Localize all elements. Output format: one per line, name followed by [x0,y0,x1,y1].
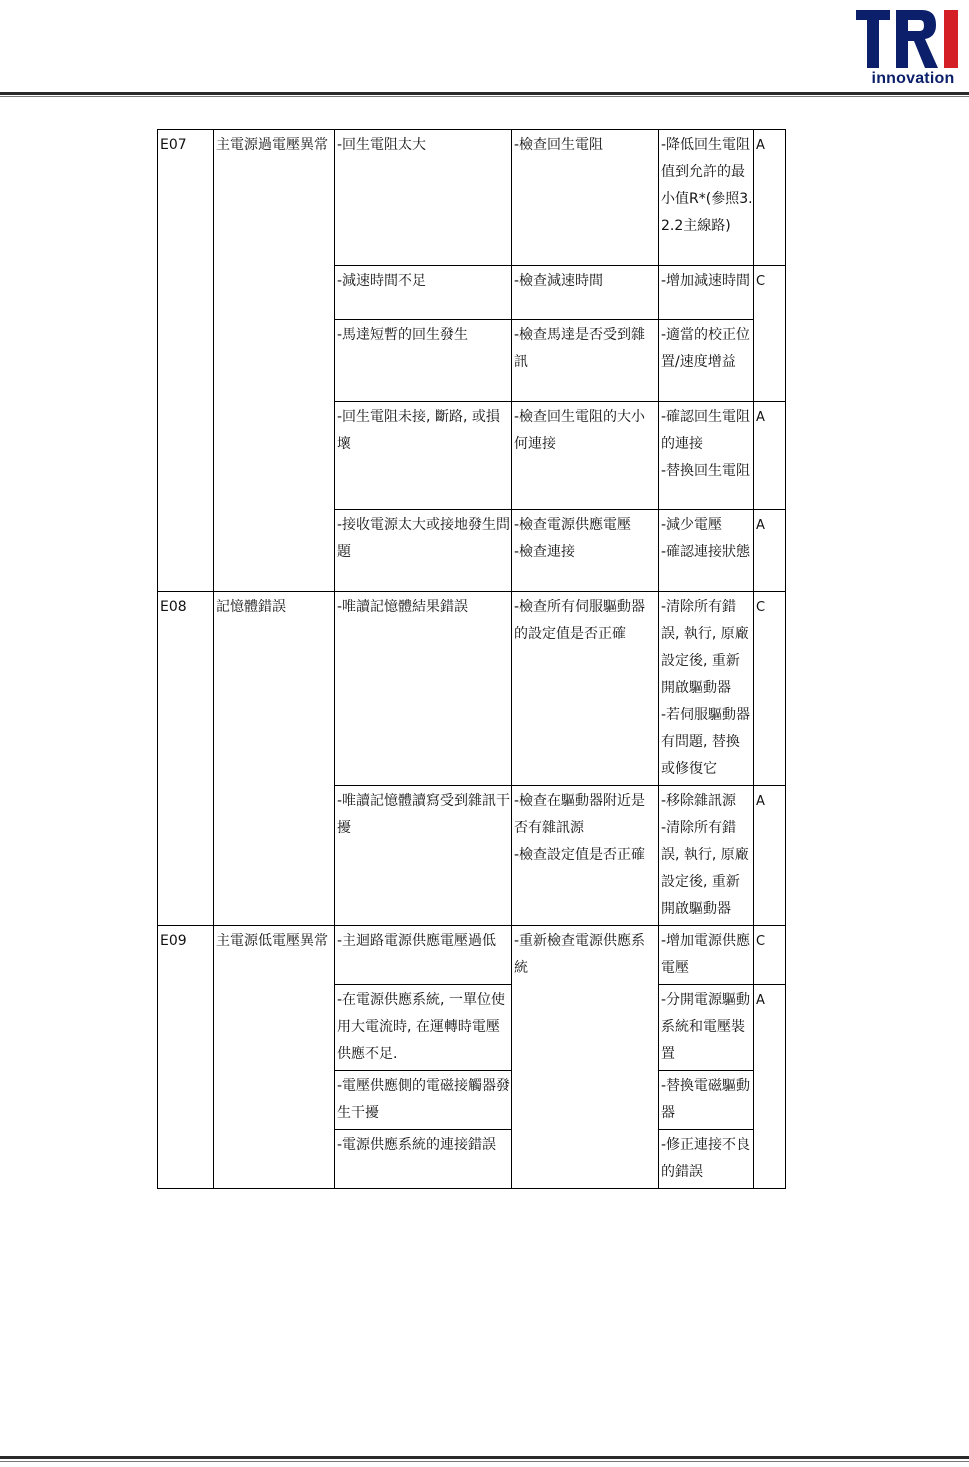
cause-cell: -在電源供應系統, 一單位使用大電流時, 在運轉時電壓供應不足. [335,985,512,1071]
logo-subtext: innovation [871,70,955,87]
table-row [158,926,786,985]
action-cell: -分開電源驅動系統和電壓裝置 [659,985,754,1071]
level-cell: A [754,786,786,926]
table-row [158,592,786,786]
level-cell: A [754,130,786,266]
cause-cell: -主迴路電源供應電壓過低 [335,926,512,985]
check-cell: -檢查減速時間 [512,266,659,320]
footer-rule-thin [0,1461,969,1462]
action-cell: -增加電源供應電壓 [659,926,754,985]
check-cell: -檢查回生電阻 [512,130,659,266]
cause-cell: -電源供應系統的連接錯誤 [335,1130,512,1189]
check-cell: -檢查回生電阻的大小何連接 [512,402,659,510]
level-cell: C [754,592,786,786]
action-cell: -替換電磁驅動器 [659,1071,754,1130]
error-code: E07 [158,130,214,592]
error-code: E09 [158,926,214,1189]
check-cell: -檢查在驅動器附近是否有雜訊源 -檢查設定值是否正確 [512,786,659,926]
error-code: E08 [158,592,214,926]
action-cell: -減少電壓 -確認連接狀態 [659,510,754,592]
level-cell: A [754,985,786,1189]
check-cell: -檢查所有伺服驅動器的設定值是否正確 [512,592,659,786]
header-rule [0,92,969,95]
cause-cell: -唯讀記憶體結果錯誤 [335,592,512,786]
level-cell: C [754,266,786,402]
cause-cell: -唯讀記憶體讀寫受到雜訊干擾 [335,786,512,926]
level-cell: A [754,510,786,592]
cause-cell: -減速時間不足 [335,266,512,320]
cause-cell: -接收電源太大或接地發生問題 [335,510,512,592]
cause-cell: -電壓供應側的電磁接觸器發生干擾 [335,1071,512,1130]
level-cell: A [754,402,786,510]
check-cell: -檢查馬達是否受到雜訊 [512,320,659,402]
check-cell: -檢查電源供應電壓 -檢查連接 [512,510,659,592]
cause-cell: -馬達短暫的回生發生 [335,320,512,402]
check-cell: -重新檢查電源供應系統 [512,926,659,1189]
action-cell: -修正連接不良的錯誤 [659,1130,754,1189]
action-cell: -增加減速時間 [659,266,754,320]
action-cell: -清除所有錯誤, 執行, 原廠設定後, 重新開啟驅動器 -若伺服驅動器有問題, 替換或修復它 [659,592,754,786]
error-code-table [157,129,786,1189]
error-name: 主電源低電壓異常 [214,926,335,1189]
action-cell: -移除雜訊源 -清除所有錯誤, 執行, 原廠設定後, 重新開啟驅動器 [659,786,754,926]
action-cell: -降低回生電阻值到允許的最小值R*(參照3.2.2主線路) [659,130,754,266]
cause-cell: -回生電阻未接, 斷路, 或損壞 [335,402,512,510]
table-row [158,130,786,266]
error-name: 記憶體錯誤 [214,592,335,926]
action-cell: -適當的校正位置/速度增益 [659,320,754,402]
action-cell: -確認回生電阻的連接 -替換回生電阻 [659,402,754,510]
footer-rule [0,1456,969,1459]
level-cell: C [754,926,786,985]
cause-cell: -回生電阻太大 [335,130,512,266]
error-name: 主電源過電壓異常 [214,130,335,592]
header-rule-thin [0,96,969,97]
